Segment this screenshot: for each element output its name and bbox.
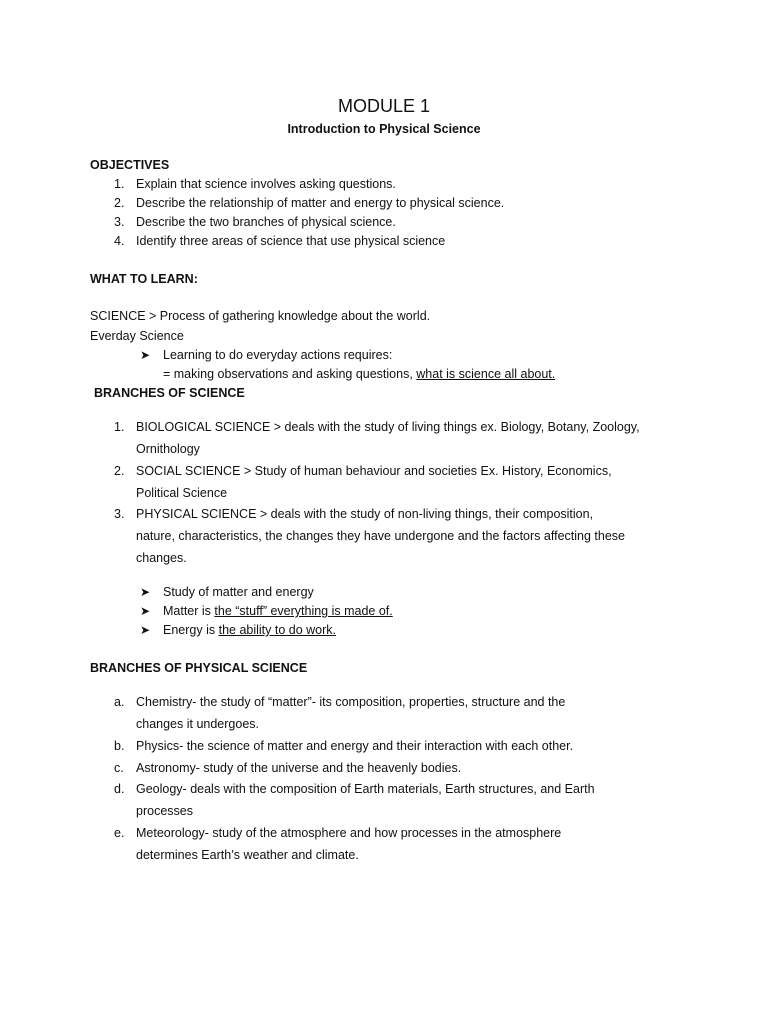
branches-heading: BRANCHES OF SCIENCE [94,386,245,400]
branch-letter: d. [114,782,125,796]
objective-text: Explain that science involves asking questions. [136,177,396,191]
branch-number: 3. [114,507,125,521]
objective-number: 2. [114,196,125,210]
objective-text: Describe the two branches of physical science. [136,215,396,229]
branch-text-continued: changes. [136,551,187,565]
physical-science-bullet: Energy is the ability to do work. [163,623,337,637]
physical-branch-text: Meteorology- study of the atmosphere and how processes in the atmosphere [136,826,562,840]
page-subtitle: Introduction to Physical Science [287,122,481,136]
objective-number: 4. [114,234,125,248]
branch-letter: c. [114,761,124,775]
physical-branch-text-continued: determines Earth’s weather and climate. [136,848,359,862]
objective-number: 3. [114,215,125,229]
physical-branch-text: Astronomy- study of the universe and the heavenly bodies. [136,761,462,775]
branch-text-continued: Ornithology [136,442,200,456]
observation-text: = making observations and asking questions, [163,367,417,381]
branch-text-continued: Political Science [136,486,228,500]
branch-text: SOCIAL SCIENCE > Study of human behaviour and societies Ex. History, Economics, [136,464,612,478]
branch-letter: b. [114,739,125,753]
branch-number: 1. [114,420,125,434]
arrow-bullet-icon: ➤ [140,604,151,618]
everyday-science-label: Everday Science [90,329,184,343]
observation-line [163,365,555,383]
arrow-bullet-icon: ➤ [140,348,151,362]
physical-science-bullet: Study of matter and energy [163,585,314,599]
bullet-text: Learning to do everyday actions requires: [163,348,393,362]
arrow-bullet-icon: ➤ [140,585,151,599]
objective-text: Identify three areas of science that use physical science [136,234,446,248]
physical-branches-heading: BRANCHES OF PHYSICAL SCIENCE [90,661,308,675]
observation-underlined: what is science all about. [416,367,556,381]
physical-branch-text-continued: processes [136,804,193,818]
physical-branch-text-continued: changes it undergoes. [136,717,260,731]
physical-branch-text: Physics- the science of matter and energy and their interaction with each other. [136,739,574,753]
objective-number: 1. [114,177,125,191]
branch-number: 2. [114,464,125,478]
branch-letter: a. [114,695,125,709]
science-definition: SCIENCE > Process of gathering knowledge about the world. [90,309,431,323]
branch-letter: e. [114,826,125,840]
arrow-bullet-icon: ➤ [140,623,151,637]
page-title: MODULE 1 [337,96,431,116]
objective-text: Describe the relationship of matter and energy to physical science. [136,196,505,210]
objectives-heading: OBJECTIVES [90,158,170,172]
branch-text: PHYSICAL SCIENCE > deals with the study of non-living things, their composition, [136,507,594,521]
branch-text-continued: nature, characteristics, the changes they have undergone and the factors affecting these [136,529,625,543]
branch-text: BIOLOGICAL SCIENCE > deals with the study of living things ex. Biology, Botany, Zoology, [136,420,640,434]
what-to-learn-heading: WHAT TO LEARN: [90,272,198,286]
physical-science-bullet: Matter is the “stuff” everything is made of. [163,604,393,618]
physical-branch-text: Geology- deals with the composition of Earth materials, Earth structures, and Earth [136,782,595,796]
physical-branch-text: Chemistry- the study of “matter”- its composition, properties, structure and the [136,695,566,709]
